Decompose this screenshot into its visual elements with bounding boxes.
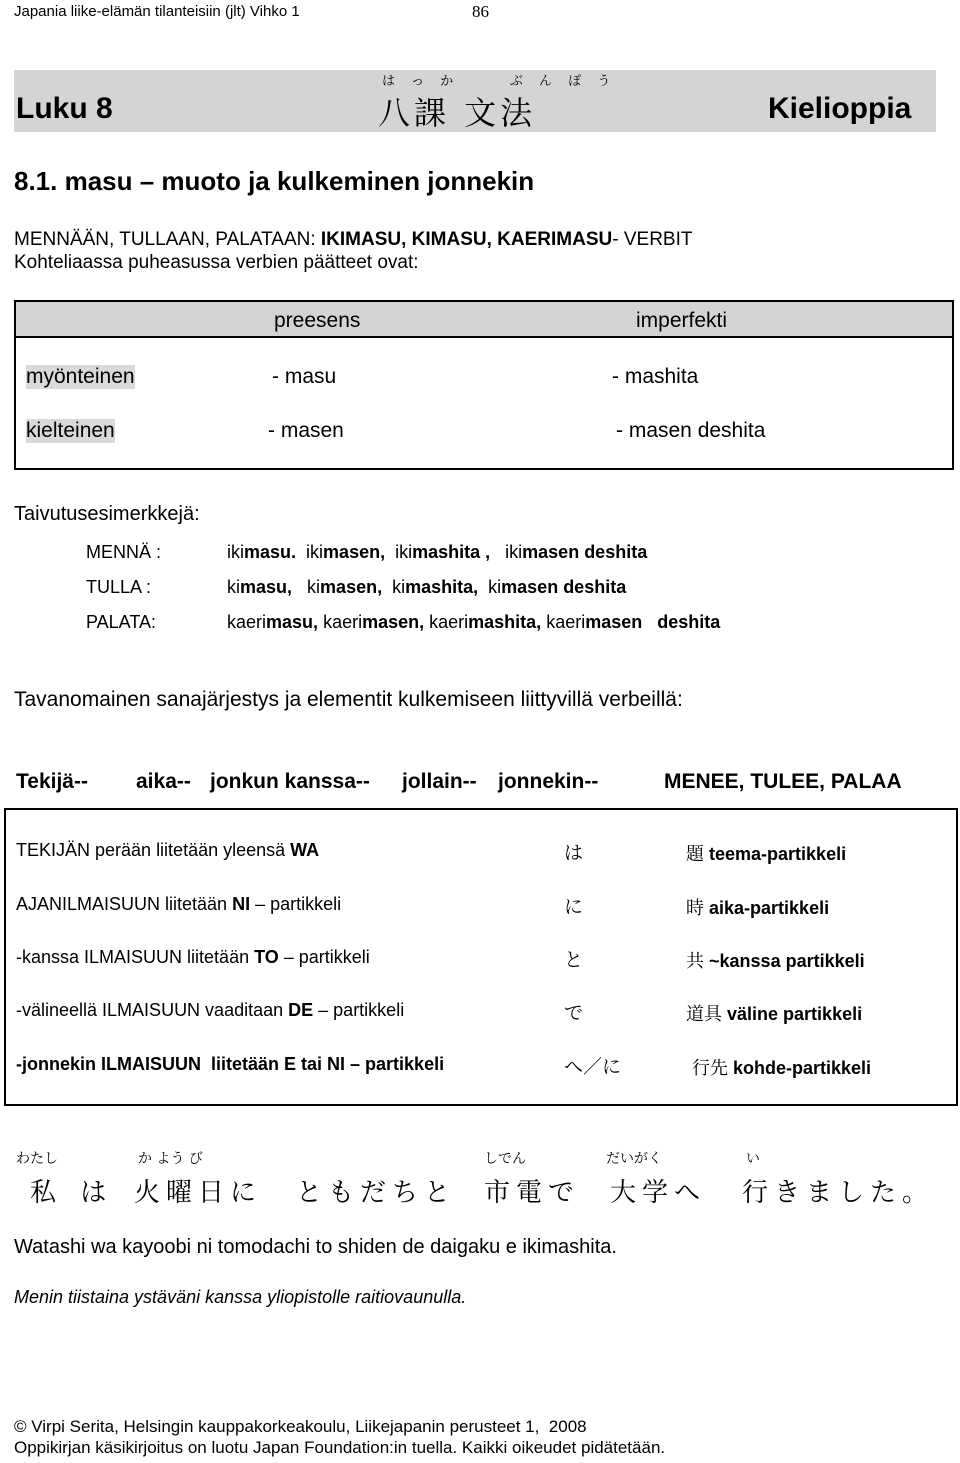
particle-table [4,808,958,1106]
example-forms-menna [227,542,647,563]
particle-kanji: 題 [686,844,704,865]
footer-rights: Oppikirjan käsikirjoitus on luotu Japan Foundation:in tuella. Kaikki oikeudet pidätetään. [14,1438,666,1457]
form: ki [227,577,240,597]
sequence-with: jonkun kanssa-- [210,770,370,793]
header-present: preesens [274,309,361,332]
particle-romaji: WA [290,840,320,860]
example-forms-tulla [227,577,626,598]
form-ending: masu, [266,612,319,632]
verb-ending-table [14,300,954,470]
particle-kanji: 道具 [686,1004,722,1025]
section-intro-line2: Kohteliaassa puheasussa verbien päätteet ovat: [14,252,419,273]
form-ending: mashita, [405,577,479,597]
intro-prefix: MENNÄÄN, TULLAAN, PALATAAN: [14,229,321,250]
sentence-shiden-de: 市電で [484,1178,581,1208]
particle-kana-ni: に [564,896,584,918]
particle-text: – partikkeli [250,894,342,914]
examples-heading: Taivutusesimerkkejä: [14,503,200,525]
sentence-watashi-wa: 私 は [30,1178,115,1208]
word-order-intro: Tavanomainen sanajärjestys ja elementit kulkemiseen liittyvillä verbeillä: [14,688,683,711]
chapter-label: Luku 8 [16,92,113,125]
form: ki [488,577,502,597]
ruby-daigaku: だいがく [606,1151,662,1167]
particle-text: – partikkeli [313,1000,405,1020]
row-negative-present: - masen [268,419,344,442]
form-ending: masen deshita [585,612,721,632]
particle-text: TEKIJÄN perään liitetään yleensä [16,840,291,860]
sentence-tomodachi-to: ともだちと [296,1178,457,1208]
particle-row-to [16,947,370,968]
particle-text: AJANILMAISUUN liitetään [16,894,233,914]
form-ending: masen deshita [501,577,627,597]
particle-meaning-wa [686,840,846,866]
footer-copyright: © Virpi Serita, Helsingin kauppakorkeakoulu, Liikejapanin perusteet 1, 2008 [14,1417,587,1436]
word-order-sequence [16,770,599,794]
example-label-tulla: TULLA : [86,577,152,597]
intro-suffix: - VERBIT [612,229,693,250]
particle-text: -kanssa ILMAISUUN liitetään [16,947,255,967]
row-negative-past: - masen deshita [616,419,766,442]
form-ending: masu, [240,577,293,597]
form: iki [227,542,244,562]
particle-desc: väline partikkeli [727,1004,863,1024]
chapter-kanji-ruby: は っ か ぶ ん ぽ う [382,74,617,89]
ruby-i: い [746,1151,760,1167]
row-affirmative-present: - masu [272,365,337,388]
particle-desc: aika-partikkeli [709,898,830,918]
form-ending: masen, [323,542,386,562]
particle-desc: teema-partikkeli [709,844,847,864]
word-order-verbs: MENEE, TULEE, PALAA [664,770,902,793]
sequence-means: jollain-- [402,770,477,793]
sequence-time: aika-- [136,770,191,793]
form: ki [307,577,321,597]
ruby-watashi: わたし [16,1151,58,1167]
particle-kana-to: と [564,949,584,971]
particle-meaning-to [686,947,865,973]
particle-kana-de: で [564,1002,584,1024]
row-affirmative-past: - mashita [612,365,699,388]
particle-meaning-ni [686,894,829,920]
sequence-destination: jonnekin-- [498,770,599,793]
row-negative-label: kielteinen [26,419,115,442]
particle-kanji: 共 [686,951,704,972]
intro-verbs: IKIMASU, KIMASU, KAERIMASU [320,229,613,250]
chapter-kanji-title: 八課 文法 [378,94,537,132]
particle-row-ni [16,894,341,915]
particle-kana-wa: は [564,842,584,864]
sentence-ikimashita: 行きました。 [742,1178,935,1208]
particle-row-e-ni: -jonnekin ILMAISUUN liitetään E tai NI – partikkeli [16,1054,445,1074]
sentence-translation: Menin tiistaina ystäväni kanssa yliopistolle raitiovaunulla. [14,1287,467,1307]
header-past: imperfekti [636,309,728,332]
particle-kanji: 行先 [692,1058,728,1079]
form-ending: mashita , [412,542,491,562]
particle-romaji: NI [232,894,251,914]
form: ki [392,577,406,597]
particle-meaning-e-ni [692,1054,871,1080]
particle-text: – partikkeli [278,947,370,967]
section-intro-line1 [14,229,692,251]
form: iki [505,542,523,562]
example-label-palata: PALATA: [86,612,157,632]
page-number: 86 [472,2,489,21]
sentence-daigaku-e: 大学へ [610,1178,707,1208]
form: iki [306,542,324,562]
sentence-romaji: Watashi wa kayoobi ni tomodachi to shiden de daigaku e ikimashita. [14,1236,617,1258]
chapter-right-label: Kielioppia [768,92,912,125]
ruby-shiden: しでん [484,1151,526,1167]
form-ending: mashita, [468,612,542,632]
particle-romaji: DE [288,1000,314,1020]
particle-kana-e-ni: へ／に [564,1056,622,1078]
form: kaeri [546,612,586,632]
example-forms-palata [227,612,720,633]
example-label-menna: MENNÄ : [86,542,162,562]
particle-desc: ~kanssa partikkeli [709,951,865,971]
particle-row-wa [16,840,319,861]
form: kaeri [227,612,267,632]
particle-kanji: 時 [686,898,704,919]
form-ending: masen, [362,612,425,632]
particle-row-de [16,1000,404,1021]
verb-table-header [16,302,952,338]
form-ending: masu. [244,542,297,562]
ruby-kayoobi: か よう び [138,1151,203,1167]
particle-romaji: TO [254,947,279,967]
sentence-kayoobi-ni: 火曜日に [134,1178,263,1208]
particle-desc: kohde-partikkeli [733,1058,872,1078]
document-header-title: Japania liike-elämän tilanteisiin (jlt) Vihko 1 [14,3,300,20]
row-affirmative-label: myönteinen [26,365,135,388]
form: iki [395,542,413,562]
form-ending: masen, [320,577,383,597]
section-title: 8.1. masu – muoto ja kulkeminen jonnekin [14,166,535,196]
form: kaeri [429,612,469,632]
form-ending: masen deshita [522,542,648,562]
particle-text: -välineellä ILMAISUUN vaaditaan [16,1000,289,1020]
sequence-doer: Tekijä-- [16,770,88,793]
particle-meaning-de [686,1000,862,1026]
form: kaeri [323,612,363,632]
